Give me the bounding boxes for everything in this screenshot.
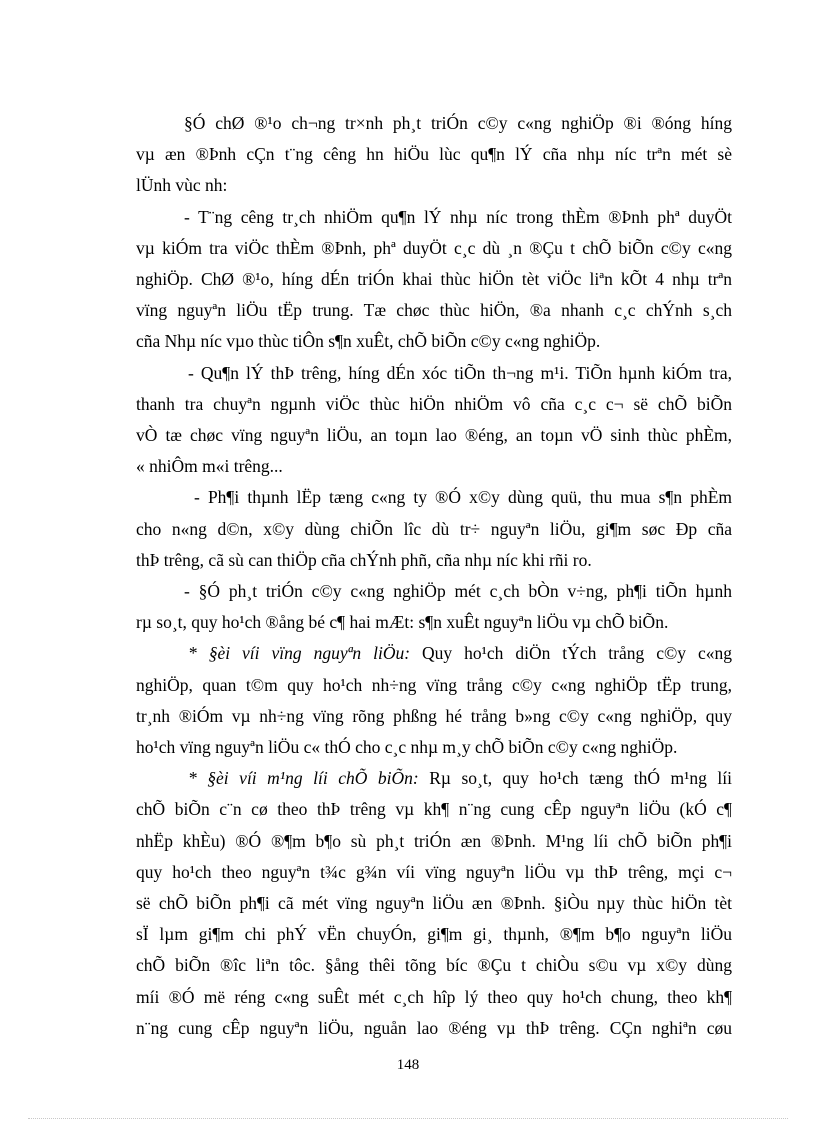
paragraph-5	[136, 576, 732, 638]
text-line: thÞ trêng, cã sù can thiÖp cña chÝnh phñ, cña nhµ níc khi rñi ro.	[136, 549, 592, 570]
paragraph-4	[136, 482, 732, 576]
text-line: ho¹ch vïng nguyªn liÖu c« thÓ cho c¸c nhµ m¸y chÕ biÕn c©y c«ng nghiÖp.	[136, 737, 678, 758]
text-line: vµ æn ®Þnh cÇn t¨ng cêng hn hiÖu lùc qu¶n lÝ cña nhµ níc trªn mét sè	[136, 144, 732, 165]
text-line: nghiÖp, quan t©m quy ho¹ch nh÷ng vïng trång c©y c«ng nghiÖp tËp trung,	[136, 674, 732, 695]
text-line: nhËp khÈu) ®Ó ®¶m b¶o sù ph¸t triÓn æn ®Þnh. M¹ng líi chÕ biÕn ph¶i	[136, 830, 732, 851]
text-line: nghiÖp. ChØ ®¹o, híng dÉn triÓn khai thùc hiÖn tèt viÖc liªn kÕt 4 nhµ trªn	[136, 269, 732, 290]
text-line: míi ®Ó më réng c«ng suÊt mét c¸ch hîp lý theo quy ho¹ch chung, theo kh¶	[136, 986, 732, 1007]
text-line: vïng nguyªn liÖu tËp trung. Tæ chøc thùc hiÖn, ®a nhanh c¸c chÝnh s¸ch	[136, 300, 732, 321]
text-line: quy ho¹ch theo nguyªn t¾c g¾n víi vïng nguyªn liÖu vµ thÞ trêng, mçi c¬	[136, 861, 732, 882]
text-line: cho n«ng d©n, x©y dùng chiÕn lîc dù tr÷ nguyªn liÖu, gi¶m søc Ðp cña	[136, 518, 732, 539]
text-line: thanh tra chuyªn ngµnh viÖc thùc hiÖn nhiÖm vô cña c¸c c¬ së chÕ biÕn	[136, 393, 732, 414]
paragraph-3	[136, 358, 732, 483]
text-line: chÕ biÕn c¨n cø theo thÞ trêng vµ kh¶ n¨ng cung cÊp nguyªn liÖu (kÓ c¶	[136, 799, 732, 820]
text-line: §Ó chØ ®¹o ch¬ng tr×nh ph¸t triÓn c©y c«ng nghiÖp ®i ®óng híng	[184, 113, 732, 133]
text-line: së chÕ biÕn ph¶i cã mét vïng nguyªn liÖu æn ®Þnh. §iÒu nµy thùc hiÖn tèt	[136, 893, 732, 914]
text-line: vÒ tæ chøc vïng nguyªn liÖu, an toµn lao ®éng, an toµn vÖ sinh thùc phÈm,	[136, 425, 732, 446]
text-run: Quy ho¹ch diÖn tÝch trång c©y c«ng	[410, 643, 732, 664]
text-line: - §Ó ph¸t triÓn c©y c«ng nghiÖp mét c¸ch bÒn v÷ng, ph¶i tiÕn hµnh	[184, 581, 732, 602]
section-label: * §èi víi m¹ng líi chÕ biÕn:	[188, 768, 419, 789]
text-line: lÜnh vùc nh:	[136, 175, 228, 196]
text-line	[136, 638, 732, 669]
text-line: tr¸nh ®iÓm vµ nh÷ng vïng rõng phßng hé trång b»ng c©y c«ng nghiÖp, quy	[136, 705, 732, 726]
page-number: 148	[396, 1057, 420, 1073]
text-line	[136, 763, 732, 794]
body-text	[136, 108, 732, 1044]
text-line: n¨ng cung cÊp nguyªn liÖu, nguån lao ®éng vµ thÞ trêng. CÇn nghiªn cøu	[136, 1017, 732, 1038]
text-line: « nhiÔm m«i trêng...	[136, 456, 283, 477]
text-line: sÏ lµm gi¶m chi phÝ vËn chuyÓn, gi¶m gi¸ thµnh, ®¶m b¶o nguyªn liÖu	[136, 924, 732, 945]
text-line: - T¨ng cêng tr¸ch nhiÖm qu¶n lÝ nhµ níc trong thÈm ®Þnh phª duyÖt	[184, 206, 732, 227]
text-line: - Ph¶i thµnh lËp tæng c«ng ty ®Ó x©y dùng quü, thu mua s¶n phÈm	[194, 487, 732, 508]
paragraph-6	[136, 638, 732, 763]
text-line: vµ kiÓm tra viÖc thÈm ®Þnh, phª duyÖt c¸c dù ¸n ®Çu t chÕ biÕn c©y c«ng	[136, 237, 732, 258]
footer-divider	[28, 1118, 788, 1119]
paragraph-2	[136, 202, 732, 358]
paragraph-1	[136, 108, 732, 202]
text-line: - Qu¶n lÝ thÞ trêng, híng dÉn xóc tiÕn th¬ng m¹i. TiÕn hµnh kiÓm tra,	[188, 362, 732, 383]
text-line: chÕ biÕn ®îc liªn tôc. §ång thêi tõng bíc ®Çu t chiÒu s©u vµ x©y dùng	[136, 955, 732, 976]
text-line: cña Nhµ níc vµo thùc tiÔn s¶n xuÊt, chÕ biÕn c©y c«ng nghiÖp.	[136, 331, 601, 352]
section-label: * §èi víi vïng nguyªn liÖu:	[188, 643, 411, 664]
text-line: rµ so¸t, quy ho¹ch ®ång bé c¶ hai mÆt: s¶n xuÊt nguyªn liÖu vµ chÕ biÕn.	[136, 612, 669, 633]
text-run: Rµ so¸t, quy ho¹ch tæng thÓ m¹ng líi	[418, 768, 732, 789]
paragraph-7	[136, 763, 732, 1044]
